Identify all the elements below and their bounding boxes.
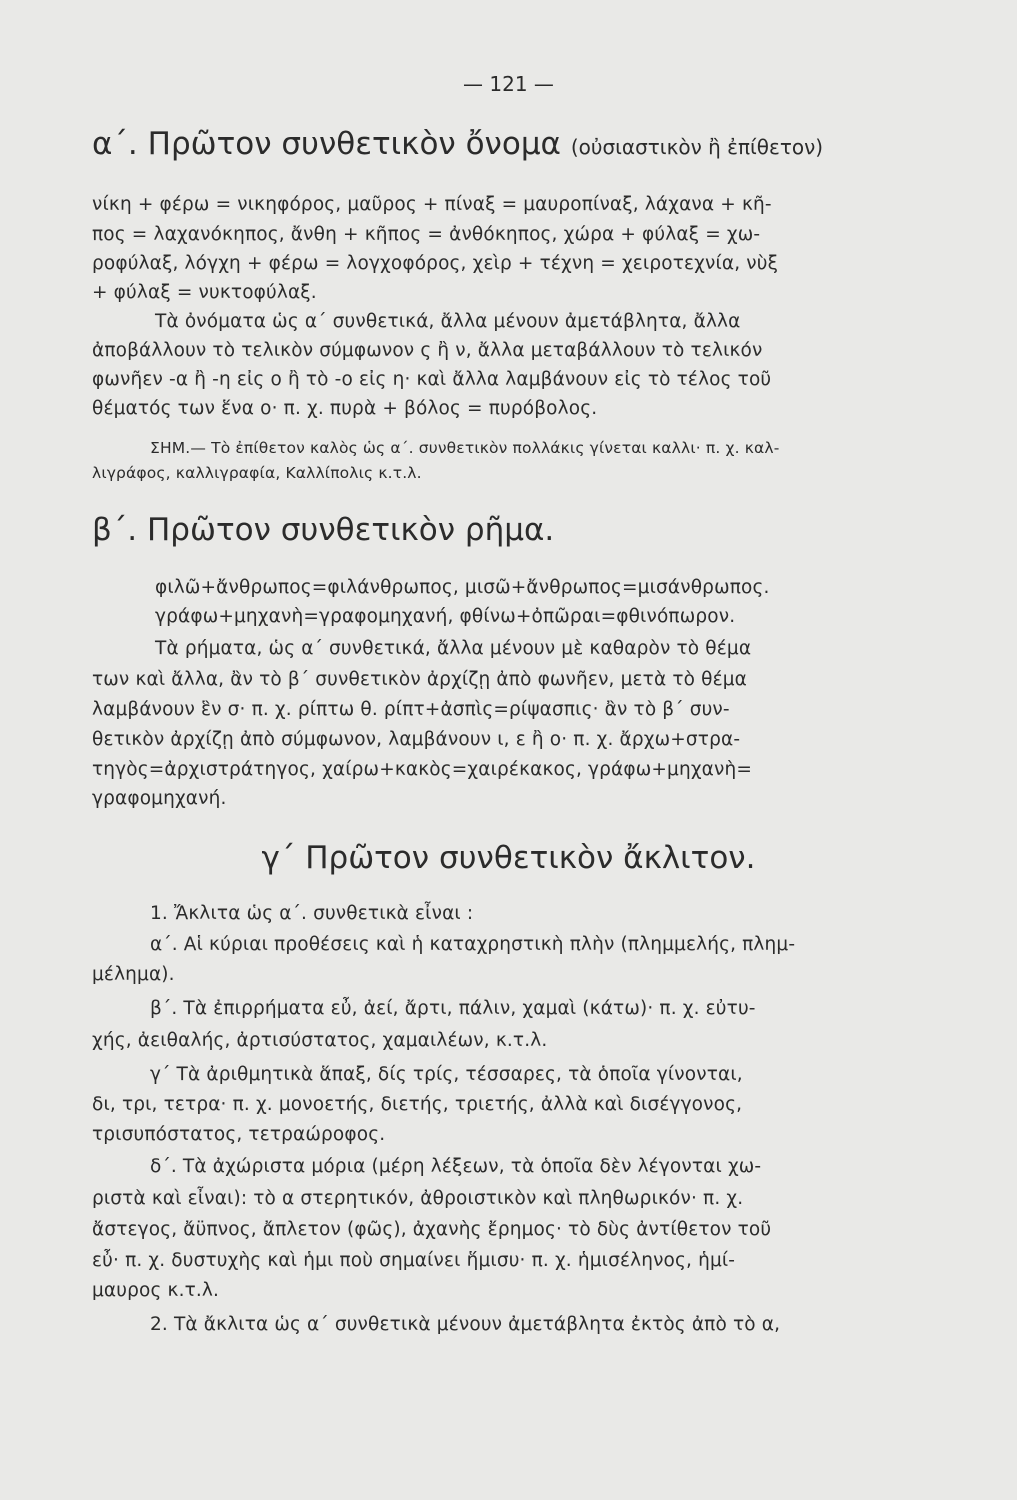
paragraph-line: δ΄. Τὰ ἀχώριστα μόρια (μέρη λέξεων, τὰ ὁποῖα δὲν λέγονται χω-	[150, 1156, 762, 1177]
paragraph-line: εὖ· π. χ. δυστυχὴς καὶ ἡμι ποὺ σημαίνει ἥμισυ· π. χ. ἡμισέληνος, ἡμί-	[92, 1250, 736, 1271]
paragraph-line: + φύλαξ = νυκτοφύλαξ.	[92, 282, 317, 303]
paragraph-line: ριστὰ καὶ εἶναι): τὸ α στερητικόν, ἀθροιστικὸν καὶ πληθωρικόν· π. χ.	[92, 1188, 744, 1209]
paragraph-line: νίκη + φέρω = νικηφόρος, μαῦρος + πίναξ = μαυροπίναξ, λάχανα + κῆ-	[92, 194, 772, 215]
paragraph-line: γραφομηχανή.	[92, 788, 227, 809]
paragraph-line: ἀποβάλλουν τὸ τελικὸν σύμφωνον ς ἢ ν, ἄλλα μεταβάλλουν τὸ τελικόν	[92, 340, 763, 361]
paragraph-line: των καὶ ἄλλα, ἂν τὸ β΄ συνθετικὸν ἀρχίζῃ ἀπὸ φωνῆεν, μετὰ τὸ θέμα	[92, 669, 748, 690]
paragraph-line: Τὰ ὀνόματα ὡς α΄ συνθετικά, ἄλλα μένουν ἀμετάβλητα, ἄλλα	[155, 311, 741, 332]
paragraph-line: φωνῆεν -α ἢ -η εἰς ο ἢ τὸ -ο εἰς η· καὶ ἄλλα λαμβάνουν εἰς τὸ τέλος τοῦ	[92, 369, 772, 390]
note-line: ΣΗΜ.— Τὸ ἐπίθετον καλὸς ὡς α΄. συνθετικὸν πολλάκις γίνεται καλλι· π. χ. καλ-	[150, 439, 780, 457]
paragraph-line: φιλῶ+ἄνθρωπος=φιλάνθρωπος, μισῶ+ἄνθρωπος=μισάνθρωπος.	[155, 577, 770, 598]
section-a-heading	[92, 126, 823, 162]
paragraph-line: τηγὸς=ἀρχιστράτηγος, χαίρω+κακὸς=χαιρέκακος, γράφω+μηχανὴ=	[92, 759, 753, 780]
paragraph-line: μαυρος κ.τ.λ.	[92, 1280, 220, 1301]
paragraph-line: μέλημα).	[92, 964, 175, 985]
section-c-heading: γ΄ Πρῶτον συνθετικὸν ἄκλιτον.	[261, 840, 756, 876]
paragraph-line: ροφύλαξ, λόγχη + φέρω = λογχοφόρος, χεὶρ + τέχνη = χειροτεχνία, νὺξ	[92, 253, 779, 274]
paragraph-line: γ΄ Τὰ ἀριθμητικὰ ἅπαξ, δίς τρίς, τέσσαρες, τὰ ὁποῖα γίνονται,	[150, 1064, 743, 1085]
paragraph-line: χής, ἀειθαλής, ἀρτισύστατος, χαμαιλέων, κ.τ.λ.	[92, 1030, 548, 1051]
paragraph-line: θετικὸν ἀρχίζῃ ἀπὸ σύμφωνον, λαμβάνουν ι, ε ἢ ο· π. χ. ἄρχω+στρα-	[92, 729, 741, 750]
paragraph-line: 2. Τὰ ἄκλιτα ὡς α΄ συνθετικὰ μένουν ἀμετάβλητα ἐκτὸς ἀπὸ τὸ α,	[150, 1314, 781, 1335]
section-b-heading: β΄. Πρῶτον συνθετικὸν ρῆμα.	[92, 512, 555, 548]
section-a-title: α΄. Πρῶτον συνθετικὸν ὄνομα	[92, 126, 561, 162]
paragraph-line: α΄. Αἱ κύριαι προθέσεις καὶ ἡ καταχρηστικὴ πλὴν (πλημμελής, πλημ-	[150, 934, 796, 955]
page-number: — 121 —	[463, 72, 554, 96]
paragraph-line: β΄. Τὰ ἐπιρρήματα εὖ, ἀεί, ἄρτι, πάλιν, χαμαὶ (κάτω)· π. χ. εὐτυ-	[150, 998, 756, 1019]
note-line: λιγράφος, καλλιγραφία, Καλλίπολις κ.τ.λ.	[92, 464, 422, 482]
paragraph-line: τρισυπόστατος, τετραώροφος.	[92, 1124, 386, 1145]
paragraph-line: πος = λαχανόκηπος, ἄνθη + κῆπος = ἀνθόκηπος, χώρα + φύλαξ = χω-	[92, 224, 761, 245]
paragraph-line: λαμβάνουν ἓν σ· π. χ. ρίπτω θ. ρίπτ+ἀσπὶς=ρίψασπις· ἂν τὸ β΄ συν-	[92, 699, 730, 720]
paragraph-line: θέματός των ἕνα ο· π. χ. πυρὰ + βόλος = πυρόβολος.	[92, 398, 598, 419]
paragraph-line: ἄστεγος, ἄϋπνος, ἄπλετον (φῶς), ἀχανὴς ἔρημος· τὸ δὺς ἀντίθετον τοῦ	[92, 1219, 772, 1240]
paragraph-line: γράφω+μηχανὴ=γραφομηχανή, φθίνω+ὀπῶραι=φθινόπωρον.	[155, 606, 736, 627]
paragraph-line: Τὰ ρήματα, ὡς α΄ συνθετικά, ἄλλα μένουν μὲ καθαρὸν τὸ θέμα	[155, 638, 752, 659]
paragraph-line: δι, τρι, τετρα· π. χ. μονοετής, διετής, τριετής, ἀλλὰ καὶ δισέγγονος,	[92, 1094, 743, 1115]
paragraph-line: 1. Ἄκλιτα ὡς α΄. συνθετικὰ εἶναι :	[150, 903, 474, 924]
section-a-subtitle: (οὐσιαστικὸν ἢ ἐπίθετον)	[570, 135, 824, 159]
